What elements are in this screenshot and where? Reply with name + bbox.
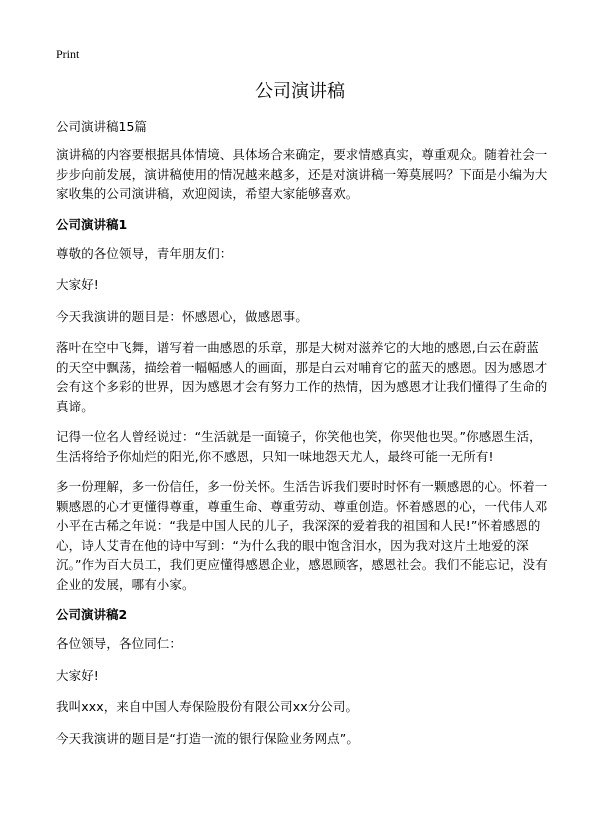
topic-paragraph: 今天我演讲的题目是：怀感恩心，做感恩事。 [56,308,309,324]
print-label: Print [56,47,80,61]
page-title: 公司演讲稿 [255,81,345,102]
body-paragraph: 记得一位名人曾经说过：“生活就是一面镜子，你笑他也笑，你哭他也哭。”你感恩生活，生活将给予你灿烂的阳光,你不感恩，只知一味地怨天尤人，最终可能一无所有! [56,429,542,464]
greeting-paragraph: 大家好! [56,277,99,292]
section-heading-1: 公司演讲稿1 [56,216,128,232]
greeting-paragraph: 大家好! [56,667,99,683]
intro-paragraph: 演讲稿的内容要根据具体情境、具体场合来确定，要求情感真实，尊重观众。随着社会一步步向前发展，演讲稿使用的情况越来越多，还是对演讲稿一筹莫展吗？下面是小编为大家收集的公司演讲稿，欢迎阅读，希望大家能够喜欢。 [56,147,548,201]
document-subtitle: 公司演讲稿15篇 [56,119,147,134]
document-body [56,118,550,760]
section-heading-2: 公司演讲稿2 [56,607,128,622]
introduction-paragraph: 我叫xxx，来自中国人寿保险股份有限公司xx分公司。 [56,699,359,714]
salutation-paragraph: 尊敬的各位领导，青年朋友们： [56,245,233,261]
topic-paragraph: 今天我演讲的题目是“打造一流的银行保险业务网点”。 [56,730,359,746]
body-paragraph: 多一份理解，多一份信任，多一份关怀。生活告诉我们要时时怀有一颗感恩的心。怀着一颗感恩的心才更懂得尊重，尊重生命、尊重劳动、尊重创造。怀着感恩的心，一代伟人邓小平在古稀之年说：“我是中国人民的儿子，我深深的爱着我的祖国和人民!”怀着感恩的心，诗人艾青在他的诗中写到：“为什么我的眼中饱含泪水，因为我对这片土地爱的深沉。”作为百大员工，我们更应懂得感恩企业，感恩顾客，感恩社会。我们不能忘记，没有企业的发展，哪有小家。 [56,479,548,592]
body-paragraph: 落叶在空中飞舞，谱写着一曲感恩的乐章，那是大树对滋养它的大地的感恩,白云在蔚蓝的天空中飘荡，描绘着一幅幅感人的画面，那是白云对哺育它的蓝天的感恩。因为感恩才会有这个多彩的世界，因为感恩才会有努力工作的热情，因为感恩才让我们懂得了生命的真谛。 [56,340,548,414]
salutation-paragraph: 各位领导，各位同仁： [56,636,183,651]
